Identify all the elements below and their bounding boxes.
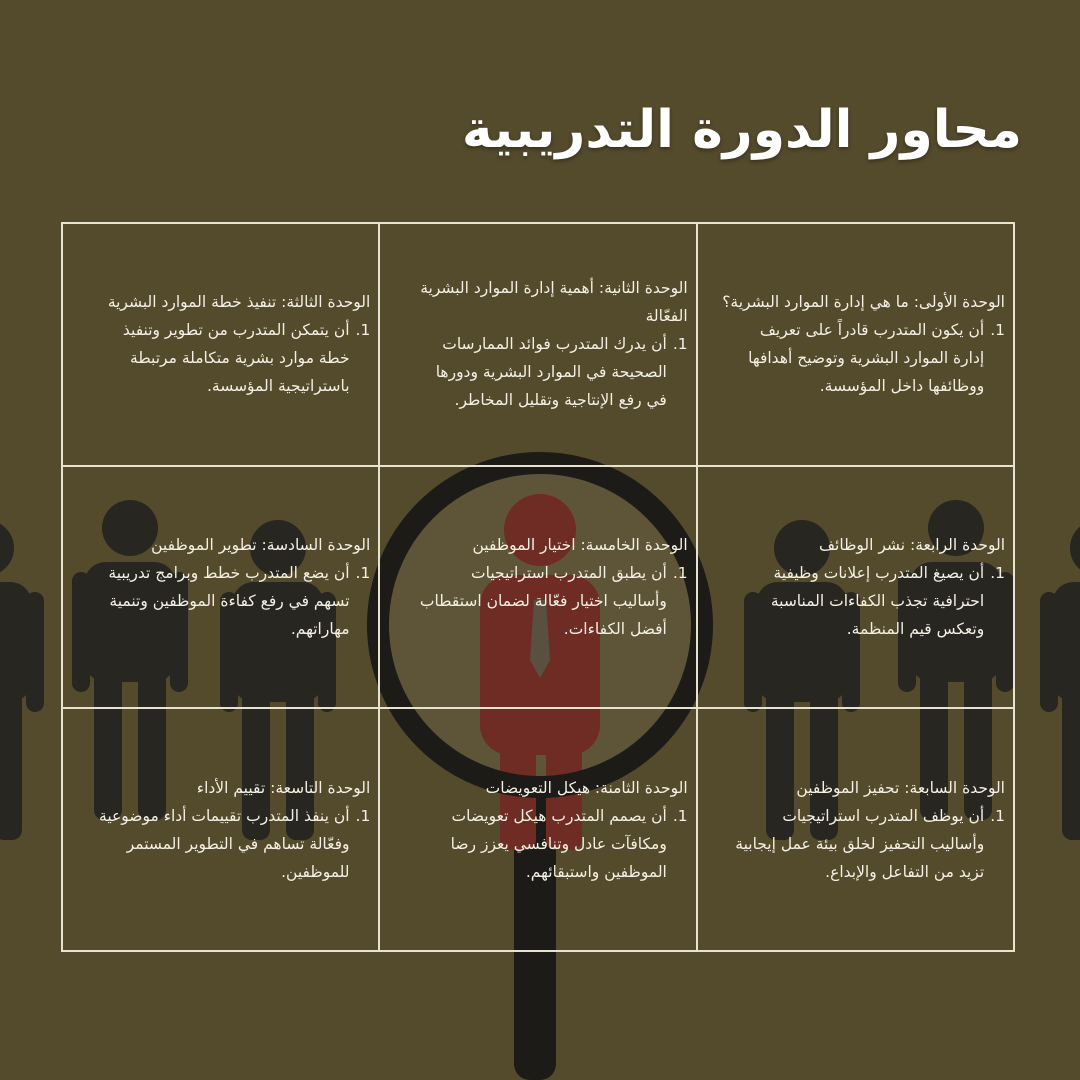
unit-title: الوحدة الرابعة: نشر الوظائف (818, 535, 1005, 554)
goal-number: 1. (672, 335, 688, 354)
unit-title: الوحدة الثانية: أهمية إدارة الموارد البشرية الفعّالة (420, 279, 688, 326)
unit-title: الوحدة التاسعة: تقييم الأداء (196, 778, 371, 797)
unit-title: الوحدة الأولى: ما هي إدارة الموارد البشرية؟ (722, 293, 1005, 312)
person-silhouette-icon (0, 520, 44, 840)
unit-cell (62, 708, 379, 951)
goal-number: 1. (990, 806, 1005, 825)
unit-goal: أن ينفذ المتدرب تقييمات أداء موضوعية وفعّالة تساهم في التطوير المستمر للموظفين. (99, 806, 350, 881)
goal-number: 1. (990, 563, 1005, 582)
unit-goal: أن يطبق المتدرب استراتيجيات وأساليب اختيار فعّالة لضمان استقطاب أفضل الكفاءات. (419, 563, 667, 638)
person-silhouette-icon (1040, 520, 1080, 840)
unit-cell (697, 466, 1014, 709)
page-title: محاور الدورة التدريبية (461, 100, 1022, 160)
unit-goal: أن يكون المتدرب قادراً على تعريف إدارة الموارد البشرية وتوضيح أهدافها ووظائفها داخل المؤسسة. (748, 321, 985, 396)
unit-title: الوحدة السابعة: تحفيز الموظفين (796, 778, 1005, 797)
goal-number: 1. (990, 321, 1005, 340)
unit-cell (697, 223, 1014, 466)
goal-number: 1. (672, 563, 688, 582)
goal-number: 1. (355, 806, 371, 825)
unit-cell (379, 708, 696, 951)
unit-cell (697, 708, 1014, 951)
goal-number: 1. (355, 563, 371, 582)
unit-goal: أن يضع المتدرب خطط وبرامج تدريبية تسهم في رفع كفاءة الموظفين وتنمية مهاراتهم. (108, 563, 350, 638)
unit-goal: أن يصمم المتدرب هيكل تعويضات ومكافآت عادل وتنافسي يعزز رضا الموظفين واستبقائهم. (450, 806, 667, 881)
unit-title: الوحدة الثالثة: تنفيذ خطة الموارد البشرية (107, 293, 371, 312)
unit-title: الوحدة الخامسة: اختيار الموظفين (472, 535, 688, 554)
unit-goal: أن يتمكن المتدرب من تطوير وتنفيذ خطة موارد بشرية متكاملة مرتبطة باستراتيجية المؤسسة. (122, 321, 350, 396)
goal-number: 1. (672, 806, 688, 825)
unit-goal: أن يصيغ المتدرب إعلانات وظيفية احترافية تجذب الكفاءات المناسبة وتعكس قيم المنظمة. (770, 563, 985, 638)
unit-goal: أن يدرك المتدرب فوائد الممارسات الصحيحة في الموارد البشرية ودورها في رفع الإنتاجية وتقليل المخاطر. (435, 335, 667, 410)
unit-title: الوحدة السادسة: تطوير الموظفين (151, 535, 371, 554)
unit-goal: أن يوظف المتدرب استراتيجيات وأساليب التحفيز لخلق بيئة عمل إيجابية تزيد من التفاعل والإبداع. (735, 806, 985, 881)
goal-number: 1. (355, 321, 371, 340)
unit-title: الوحدة الثامنة: هيكل التعويضات (485, 778, 688, 797)
unit-cell (62, 466, 379, 709)
unit-cell (379, 223, 696, 466)
course-units-table (61, 222, 1015, 952)
unit-cell (379, 466, 696, 709)
unit-cell (62, 223, 379, 466)
